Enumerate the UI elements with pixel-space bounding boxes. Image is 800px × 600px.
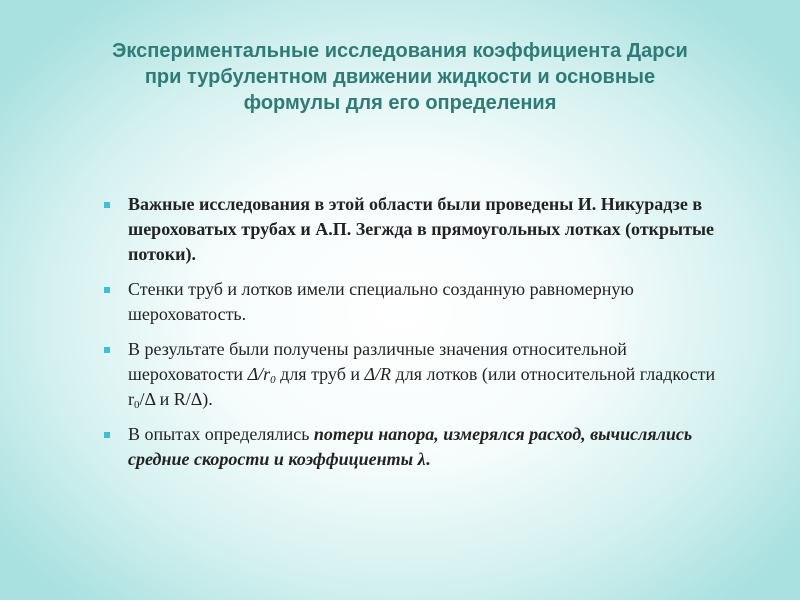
title-line-3: формулы для его определения	[243, 92, 557, 114]
bullet-text: .	[425, 449, 431, 469]
square-bullet-icon	[104, 287, 110, 293]
bullet-list	[104, 192, 724, 482]
square-bullet-icon	[104, 432, 110, 438]
bullet-item	[104, 422, 724, 472]
subscript: 0	[134, 399, 140, 411]
bullet-text: В опытах определялись	[128, 424, 314, 444]
square-bullet-icon	[104, 202, 110, 208]
bullet-text: Стенки труб и лотков имели специально созданную равномерную шероховатость.	[128, 279, 634, 324]
emphasized-text: потери напора, измерялся расход, вычислялись средние скорости и коэффициенты λ	[128, 424, 693, 469]
title-line-1: Экспериментальные исследования коэффициента Дарси	[112, 40, 688, 62]
formula-roughness-channel: Δ/R	[364, 364, 392, 384]
bullet-text: /Δ и R/Δ).	[139, 389, 213, 409]
bullet-item	[104, 277, 724, 327]
bullet-item	[104, 337, 724, 412]
title-line-2: при турбулентном движении жидкости и основные	[144, 66, 656, 88]
bullet-text: для лотков (или относительной гладкости r	[128, 364, 716, 409]
bullet-text: для труб и	[275, 364, 365, 384]
bullet-item	[104, 192, 724, 267]
square-bullet-icon	[104, 347, 110, 353]
bullet-text: Важные исследования в этой области были проведены И. Никурадзе в шероховатых трубах и А.П. Зегжда в прямоугольных лотках (открытые потоки).	[128, 194, 714, 264]
bullet-text: В результате были получены различные значения относительной шероховатости	[128, 339, 627, 384]
slide-title	[40, 38, 760, 116]
formula-roughness-pipe: $\Delta/r_0$	[247, 364, 276, 386]
